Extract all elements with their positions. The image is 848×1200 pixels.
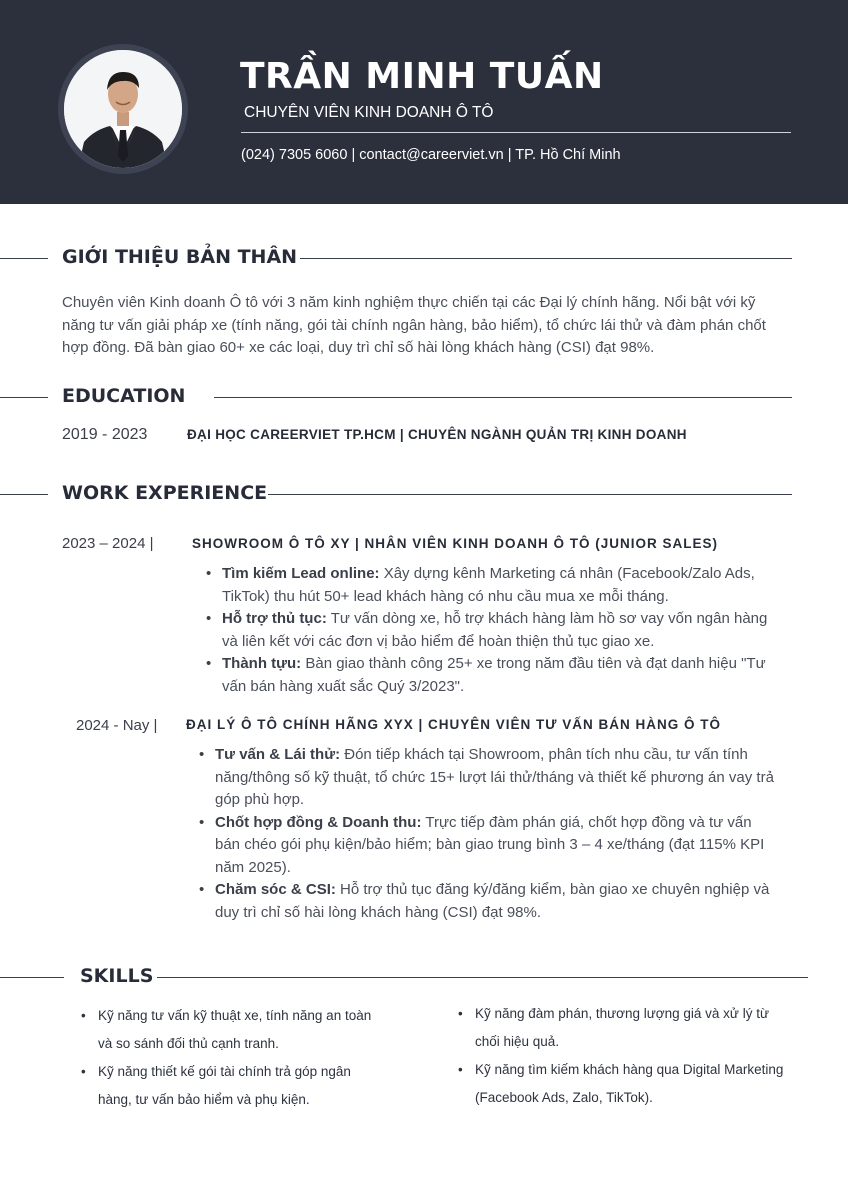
- job-bullets: [200, 563, 785, 698]
- section-rule: [0, 494, 48, 495]
- list-item: [200, 653, 785, 698]
- skills-list-left: [78, 1002, 378, 1114]
- bullet-text: Đón tiếp khách tại Showroom, phân tích nhu cầu, tư vấn tính năng/thông số kỹ thuật, tổ chức 15+ lượt lái thử/tháng và thiết kế phương án vay trả góp phù hợp.: [215, 746, 774, 808]
- list-item: • Kỹ năng tìm kiếm khách hàng qua Digital Marketing (Facebook Ads, Zalo, TikTok).: [455, 1056, 785, 1112]
- education-school: ĐẠI HỌC CAREERVIET TP.HCM | CHUYÊN NGÀNH QUẢN TRỊ KINH DOANH: [187, 427, 687, 442]
- job-title: SHOWROOM Ô TÔ XY | NHÂN VIÊN KINH DOANH Ô TÔ (JUNIOR SALES): [192, 536, 719, 551]
- header-banner: [0, 0, 848, 204]
- section-rule: [300, 258, 792, 259]
- candidate-title: CHUYÊN VIÊN KINH DOANH Ô TÔ: [244, 104, 494, 121]
- section-rule: [268, 494, 792, 495]
- education-year: 2019 - 2023: [62, 426, 148, 443]
- job-bullets: [193, 744, 778, 924]
- bullet-label: Thành tựu:: [222, 655, 302, 672]
- avatar: [64, 50, 182, 168]
- candidate-name: TRẦN MINH TUẤN: [240, 56, 604, 97]
- skills-heading: SKILLS: [80, 965, 154, 987]
- header-divider: [241, 132, 791, 133]
- job-period: 2024 - Nay |: [76, 717, 158, 734]
- education-heading: EDUCATION: [62, 385, 186, 407]
- job-title: ĐẠI LÝ Ô TÔ CHÍNH HÃNG XYX | CHUYÊN VIÊN TƯ VẤN BÁN HÀNG Ô TÔ: [186, 717, 722, 732]
- list-item: • Kỹ năng đàm phán, thương lượng giá và xử lý từ chối hiệu quả.: [455, 1000, 785, 1056]
- bullet-text: Tư vấn dòng xe, hỗ trợ khách hàng làm hồ sơ vay vốn ngân hàng và liên kết với các đơn vị bảo hiểm để hoàn thiện thủ tục giao xe.: [222, 610, 768, 650]
- person-photo-icon: [64, 50, 182, 168]
- intro-text: Chuyên viên Kinh doanh Ô tô với 3 năm kinh nghiệm thực chiến tại các Đại lý chính hãng. Nổi bật với kỹ năng tư vấn giải pháp xe (tính năng, gói tài chính ngân hàng, bảo hiểm), tổ chức lái thử và đàm phán chốt hợp đồng. Đã bàn giao 60+ xe các loại, duy trì chỉ số hài lòng khách hàng (CSI) đạt 98%.: [62, 294, 766, 356]
- list-item: [193, 812, 778, 880]
- bullet-label: Tìm kiếm Lead online:: [222, 565, 380, 582]
- contact-info: (024) 7305 6060 | contact@careerviet.vn | TP. Hồ Chí Minh: [241, 147, 621, 163]
- bullet-label: Tư vấn & Lái thử:: [215, 746, 341, 763]
- bullet-text: Bàn giao thành công 25+ xe trong năm đầu tiên và đạt danh hiệu "Tư vấn bán hàng xuất sắc Quý 3/2023".: [222, 655, 766, 695]
- bullet-text: Xây dựng kênh Marketing cá nhân (Facebook/Zalo Ads, TikTok) thu hút 50+ lead khách hàng có nhu cầu mua xe mỗi tháng.: [222, 565, 755, 605]
- list-item: [200, 608, 785, 653]
- section-rule: [0, 258, 48, 259]
- section-rule: [0, 397, 48, 398]
- list-item: • Kỹ năng thiết kế gói tài chính trả góp ngân hàng, tư vấn bảo hiểm và phụ kiện.: [78, 1058, 378, 1114]
- list-item: • Kỹ năng tư vấn kỹ thuật xe, tính năng an toàn và so sánh đối thủ cạnh tranh.: [78, 1002, 378, 1058]
- section-rule: [157, 977, 808, 978]
- list-item: [200, 563, 785, 608]
- skills-list-right: [455, 1000, 785, 1112]
- bullet-text: Hỗ trợ thủ tục đăng ký/đăng kiểm, bàn giao xe chuyên nghiệp và duy trì chỉ số hài lòng khách hàng (CSI) đạt 98%.: [215, 881, 770, 921]
- intro-heading: GIỚI THIỆU BẢN THÂN: [62, 246, 298, 268]
- work-heading: WORK EXPERIENCE: [62, 482, 268, 504]
- list-item: [193, 744, 778, 812]
- bullet-label: Hỗ trợ thủ tục:: [222, 610, 327, 627]
- bullet-label: Chăm sóc & CSI:: [215, 881, 336, 898]
- job-period: 2023 – 2024 |: [62, 535, 154, 552]
- bullet-text: Trực tiếp đàm phán giá, chốt hợp đồng và tư vấn bán chéo gói phụ kiện/bảo hiểm; bàn giao trung bình 3 – 4 xe/tháng (đạt 115% KPI năm 2025).: [215, 813, 765, 876]
- section-rule: [0, 977, 64, 978]
- bullet-label: Chốt hợp đồng & Doanh thu:: [215, 813, 422, 831]
- list-item: [193, 879, 778, 924]
- section-rule: [214, 397, 792, 398]
